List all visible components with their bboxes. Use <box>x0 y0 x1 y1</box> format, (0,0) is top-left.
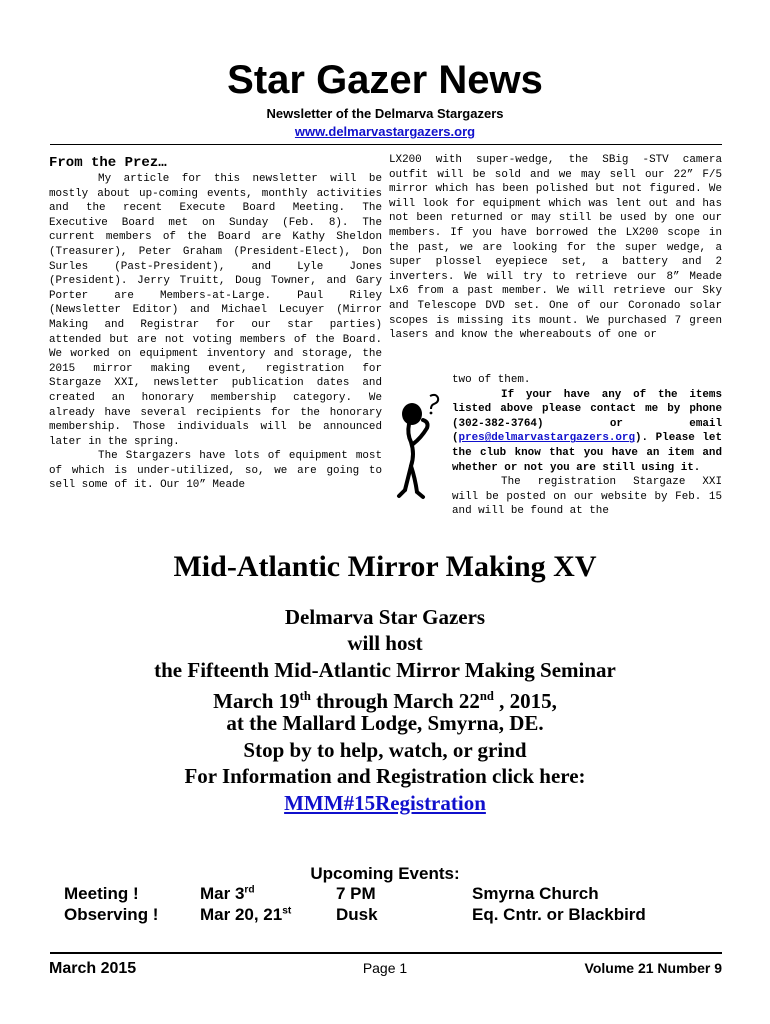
footer-date: March 2015 <box>49 960 137 977</box>
mmm-dates-c: , 2015, <box>493 689 557 713</box>
contact-text-a: If your have any of the items listed above please contact me by phone (302-382-3764) or email ( <box>452 388 722 445</box>
mmm-location: at the Mallard Lodge, Smyrna, DE. <box>226 711 544 735</box>
prez-continuation: LX200 with super-wedge, the SBig -STV camera outfit will be sold and we may sell our 22” F/5 mirror which has been polished but not figured. We will look for equipment which was lent out and has not been returned or may still be used by one our members. If you have borrowed the LX200 scope in the past, we are looking for the super wedge, a super plossel eyepiece set, a battery and 2 inverters. We will try to retrieve our 8” Meade Lx6 from a past member. We will retrieve our Sky and Telescope DVD set. One of our Coronado solar scopes is missing its mount. We purchased 7 green lasers and know the whereabouts of one or <box>389 154 722 342</box>
event-2-date-sup: st <box>282 905 292 917</box>
event-2-place: Eq. Cntr. or Blackbird <box>472 905 646 924</box>
mmm-info: For Information and Registration click here: <box>184 764 586 788</box>
mmm-dates-sup2: nd <box>479 689 494 703</box>
mmm-dates-sup1: th <box>299 689 311 703</box>
event-1-time: 7 PM <box>336 884 376 903</box>
event-2-time: Dusk <box>336 905 378 924</box>
mmm-host: Delmarva Star Gazers <box>284 605 486 629</box>
mmm-dates-a: March 19 <box>213 689 300 713</box>
newsletter-title: Star Gazer News <box>227 58 543 102</box>
mmm-title: Mid-Atlantic Mirror Making XV <box>173 550 597 583</box>
prez-contact-paragraph <box>452 388 722 476</box>
newsletter-subtitle: Newsletter of the Delmarva Stargazers <box>266 106 504 121</box>
event-1-date-text: Mar 3 <box>200 884 245 903</box>
website-link[interactable]: www.delmarvastargazers.org <box>294 124 476 139</box>
prez-column-right-lower <box>452 373 722 519</box>
footer-rule <box>50 952 722 954</box>
president-email-link[interactable]: pres@delmarvastargazers.org <box>458 432 636 445</box>
prez-paragraph-1: My article for this newsletter will be mostly about up-coming events, monthly activities and the recent Execute Board Meeting. The Executive Board met on Sunday (Feb. 8). The current members of the Board are Kathy Sheldon (Treasurer), Peter Graham (President-Elect), Don Surles (Past-President), and Lyle Jones (President). Jerry Truitt, Doug Towner, and Gary Porter are Members-at-Large. Paul Riley (Newsletter Editor) and Michael Lecuyer (Mirror Making and Registrar for our star parties) attended but are not voting members of the Board. We worked on equipment inventory and storage, the 2015 mirror making event, registration for Stargaze XXI, newsletter publication dates and created an honorary membership category. We already have several recipients for the honorary membership. Those individuals will be announced later in the spring. <box>49 173 382 448</box>
prez-heading: From the Prez… <box>49 155 167 171</box>
mmm-link-row <box>0 790 770 817</box>
prez-column-left <box>49 155 382 493</box>
footer-volume: Volume 21 Number 9 <box>584 960 722 976</box>
mmm-registration-link[interactable]: MMM#15Registration <box>284 791 486 815</box>
contact-text-b: ). Please let the club know that you have an item and whether or not you are still using it. <box>452 432 722 474</box>
footer-page-number: Page 1 <box>362 960 408 976</box>
thinking-figure-icon <box>392 392 450 502</box>
mmm-will-host: will host <box>347 631 423 655</box>
event-2-date-text: Mar 20, 21 <box>200 905 283 924</box>
event-1-name: Meeting ! <box>64 884 139 903</box>
event-2-name: Observing ! <box>64 905 159 924</box>
mmm-dates-b: through March 22 <box>310 689 480 713</box>
prez-tail: two of them. <box>452 374 531 386</box>
prez-paragraph-2-text: The Stargazers have lots of equipment most of which is under-utilized, so, we are going to sell some of it. Our 10” Meade <box>49 450 382 492</box>
event-1-date <box>200 884 255 904</box>
prez-column-right <box>389 153 722 373</box>
event-1-date-sup: rd <box>244 884 255 896</box>
events-heading: Upcoming Events: <box>310 864 460 883</box>
event-2-date <box>200 905 291 925</box>
header-rule <box>50 144 722 145</box>
event-1-place: Smyrna Church <box>472 884 599 903</box>
mmm-seminar: the Fifteenth Mid-Atlantic Mirror Making Seminar <box>154 658 616 682</box>
prez-paragraph-2 <box>49 449 382 493</box>
prez-paragraph-3: The registration Stargaze XXI will be posted on our website by Feb. 15 and will be found at the <box>452 476 722 518</box>
mmm-invite: Stop by to help, watch, or grind <box>243 738 527 762</box>
